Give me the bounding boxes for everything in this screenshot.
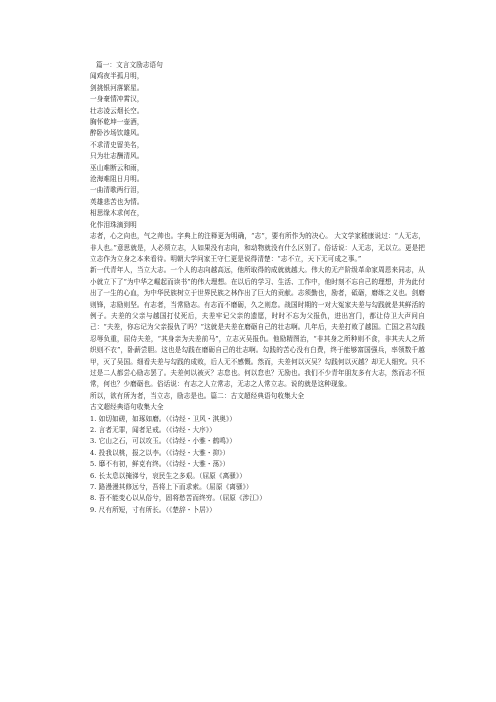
paragraph: 志者，心之向也，气之帅也。字典上的注释更为明确，“志”，要有所作为的决心。 大文学家嵇康说过：“人无志，非人也。”意思就是，人必须立志，人如果没有志向，和动物就没有什么区别了。俗话说：人无志，无以立。更是把立志作为立身之本来看待。明朝大学问家王守仁更是说得清楚：“志不立，天下无可成之事。” bbox=[90, 232, 425, 263]
section-heading: 篇一：文言文励志语句 bbox=[96, 61, 163, 69]
list-item: 4. 投我以桃，报之以李。（《诗经・大雅・抑》） bbox=[90, 448, 230, 457]
paragraph: 所以，欲有所为者，当立志，励志是也。篇二：古文超经典语句收集大全 bbox=[90, 391, 305, 400]
poem-line: 相思缘木求何在， bbox=[90, 209, 144, 218]
poem-line: 剑挑银河落繁星。 bbox=[90, 83, 144, 92]
list-item: 5. 靡不有初，鲜克有终。（《诗经・大雅・荡》） bbox=[90, 460, 230, 469]
list-item: 2. 言者无罪，闻者足戒。（《诗经・大序》） bbox=[90, 426, 216, 434]
poem-line: 英雄悲苦也为情。 bbox=[90, 197, 144, 206]
quote-list bbox=[90, 414, 425, 517]
poem-line: 沧海难阻日月明。 bbox=[90, 175, 144, 184]
list-item: 7. 路漫漫其修远兮，吾将上下而求索。（屈原《离骚》） bbox=[90, 483, 253, 492]
list-item: 3. 它山之石，可以攻玉。（《诗经・小雅・鹤鸣》） bbox=[90, 437, 237, 446]
paragraph: 新一代青年人，当立大志。一个人的志向越高远，他所取得的成就就越大。伟大的无产阶级革命家周恩来同志，从小就立下了“为中华之崛起而读书”的伟大理想。在以后的学习、生活、工作中，他时刻不忘自己的理想，并为此付出了一生的心血，为中华民族树立于世界民族之林作出了巨大的贡献。志须勤也，励者，砥砺，磨练之义也。剑磨则锋，志励则坚。有志者，当常励志。有志而不磨砺，久之则怠。战国时期的一对大冤家夫差与勾践就是其鲜活的例子。夫差的父亲与越国打仗死后，夫差牢记父亲的遗愿，时时不忘为父报仇，进出宫门，都让侍卫大声问自己：“夫差，你忘记为父亲报仇了吗？”这就是夫差在磨砺自己的壮志啊。几年后，夫差打败了越国。亡国之君勾践忍辱负重，屈侍夫差，“其身亲为夫差前马”，立志灭吴报仇。他励精图治，“非其身之所种则不食，非其夫人之所织则不衣”，卧薪尝胆。这也是勾践在磨砺自己的壮志啊。勾践的苦心没有白费，终于能够富国强兵，率领数千越甲，灭了吴国。细看夫差与勾践的成败，后人无不感慨。然而，夫差何以灭吴？勾践何以灭越？却无人细究。只不过是二人都尝心励志罢了。夫差何以被灭？志怠也。何以怠也？无励也。我们不少青年朋友多有大志，然而志不恒常，何也？少磨砺也。俗话说：有志之人立常志，无志之人常立志。说的就是这种现象。 bbox=[90, 266, 425, 389]
poem-line: 闻鸡夜半孤月明， bbox=[90, 72, 144, 81]
poem bbox=[90, 71, 425, 231]
list-title: 古文超经典语句收集大全 bbox=[90, 403, 164, 412]
poem-line: 胸怀乾坤一壶酒， bbox=[90, 118, 144, 127]
list-item: 9. 尺有所短，寸有所长。（《楚辞・卜居》） bbox=[90, 505, 216, 514]
poem-line: 巫山难断云和雨， bbox=[90, 163, 144, 172]
poem-line: 化作泪珠滴到明 bbox=[90, 220, 137, 229]
poem-line: 醉卧沙场饮雄风。 bbox=[90, 129, 144, 138]
poem-line: 壮志凌云烟长空。 bbox=[90, 106, 144, 115]
poem-line: 一曲清歌两行泪， bbox=[90, 186, 144, 195]
document-body bbox=[90, 60, 425, 516]
poem-line: 只为壮志酬清风。 bbox=[90, 152, 144, 161]
poem-line: 一身豪情冲霄汉， bbox=[90, 95, 144, 104]
poem-line: 不求清史留美名， bbox=[90, 140, 144, 149]
list-item: 1. 如切如磋，如琢如磨。（《诗经・卫风・淇奥》） bbox=[90, 414, 237, 423]
list-item: 8. 吾不能变心以从俗兮，固将愁苦而终穷。（屈原《涉江》） bbox=[90, 494, 267, 503]
list-item: 6. 长太息以掩涕兮，哀民生之多艰。（屈原《离骚》） bbox=[90, 471, 247, 480]
